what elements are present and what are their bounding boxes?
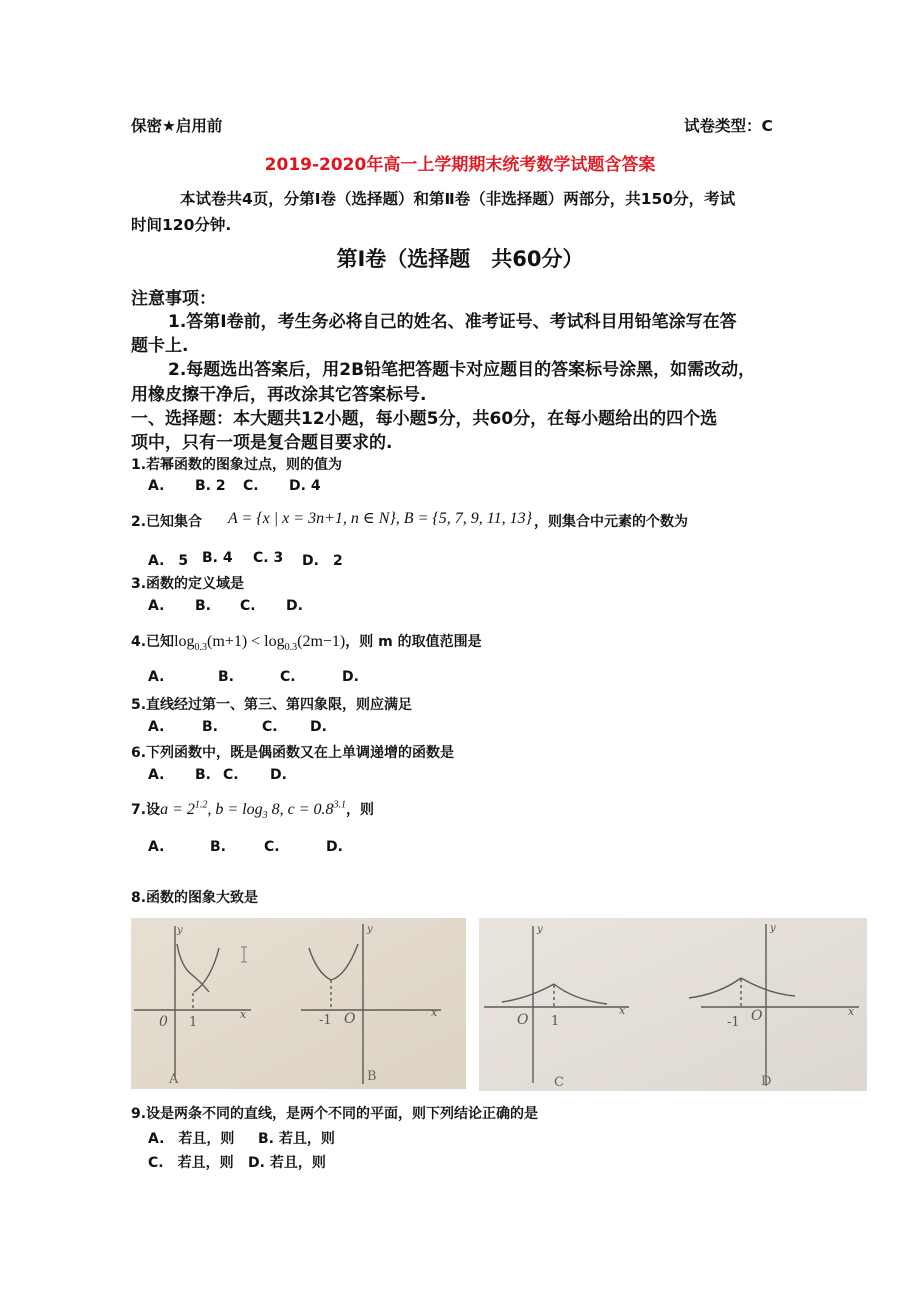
intro-line-1: 本试卷共4页，分第Ⅰ卷（选择题）和第Ⅱ卷（非选择题）两部分，共150分，考试 xyxy=(180,190,736,208)
q9-stem: 9.设是两条不同的直线，是两个不同的平面，则下列结论正确的是 xyxy=(131,1106,539,1122)
q9-option-c: C. 若且，则 xyxy=(148,1155,234,1171)
graph-c-y-label: y xyxy=(537,924,543,935)
q1-option-a: A. xyxy=(148,478,165,494)
q7-option-a: A. xyxy=(148,839,165,855)
q3-option-a: A. xyxy=(148,598,165,614)
q3-stem: 3.函数的定义域是 xyxy=(131,576,245,592)
q7-b-arg: 8, c = 0.8 xyxy=(267,801,334,818)
note-1-line-1: 1.答第Ⅰ卷前，考生务必将自己的姓名、准考证号、考试科目用铅笔涂写在答 xyxy=(168,312,737,332)
q5-option-d: D. xyxy=(310,719,327,735)
graph-a-label: A xyxy=(169,1072,179,1087)
q1-option-b: B. 2 xyxy=(195,478,226,494)
intro-line-2: 时间120分钟. xyxy=(131,216,232,234)
graph-b-x-label: x xyxy=(431,1006,438,1019)
note-1-line-2: 题卡上. xyxy=(131,336,189,356)
graph-b-y-label: y xyxy=(367,924,373,935)
q2-suffix: ，则集合中元素的个数为 xyxy=(534,514,688,530)
graph-a-tick: 1 xyxy=(189,1015,198,1030)
q7-b-part: , b = log xyxy=(207,801,263,818)
q7-option-d: D. xyxy=(326,839,343,855)
q9-option-b: B. 若且，则 xyxy=(258,1131,335,1147)
q6-option-c: C. xyxy=(223,767,239,783)
q9-option-a: A. 若且，则 xyxy=(148,1131,235,1147)
q4-option-b: B. xyxy=(218,669,234,685)
q4-log-2-arg: (2m−1) xyxy=(297,633,346,650)
graph-d-y-label: y xyxy=(770,923,776,934)
q7-option-c: C. xyxy=(264,839,280,855)
q5-option-b: B. xyxy=(202,719,218,735)
part1-line-1: 一、选择题：本大题共12小题，每小题5分，共60分，在每小题给出的四个选 xyxy=(131,409,718,429)
q7-a-base: a = 2 xyxy=(160,801,195,818)
q2-option-c: C. 3 xyxy=(253,550,284,566)
q3-option-c: C. xyxy=(240,598,256,614)
q2-option-a: A. 5 xyxy=(148,553,189,569)
graph-photo-ab xyxy=(131,918,466,1089)
q4-suffix: ，则 m 的取值范围是 xyxy=(345,634,482,650)
q4-log-1: log xyxy=(174,633,195,650)
q5-option-a: A. xyxy=(148,719,165,735)
q2-option-b: B. 4 xyxy=(202,550,233,566)
graph-d-x-label: x xyxy=(848,1005,855,1018)
notes-heading: 注意事项： xyxy=(131,289,216,309)
graph-a-y-label: y xyxy=(177,925,183,936)
q6-option-b: B. xyxy=(195,767,211,783)
q6-option-d: D. xyxy=(270,767,287,783)
q2-set-expression: A = {x | x = 3n+1, n ∈ N}, B = {5, 7, 9, 11, 13} xyxy=(228,510,532,527)
graph-c-origin: O xyxy=(517,1012,529,1028)
graph-c-label: C xyxy=(554,1075,564,1090)
exam-title: 2019-2020年高一上学期期末统考数学试题含答案 xyxy=(264,155,656,175)
q4-prefix: 4.已知 xyxy=(131,634,175,650)
graph-a-origin: 0 xyxy=(159,1014,168,1030)
q7-prefix: 7.设 xyxy=(131,802,161,818)
q2-prefix: 2.已知集合 xyxy=(131,514,203,530)
q7-a-exp: 1.2 xyxy=(194,799,208,811)
graph-d-label: D xyxy=(761,1074,772,1089)
q3-option-d: D. xyxy=(286,598,303,614)
graph-c-tick: 1 xyxy=(551,1014,560,1029)
paper-type-label: 试卷类型：C xyxy=(684,117,773,135)
graph-ab-svg xyxy=(131,918,466,1089)
q4-option-d: D. xyxy=(342,669,359,685)
q1-stem: 1.若幂函数的图象过点，则的值为 xyxy=(131,457,343,473)
q5-stem: 5.直线经过第一、第三、第四象限，则应满足 xyxy=(131,697,413,713)
q4-stem-row xyxy=(131,631,482,653)
part1-line-2: 项中，只有一项是复合题目要求的. xyxy=(131,433,393,453)
graph-b-label: B xyxy=(367,1069,377,1084)
q5-option-c: C. xyxy=(262,719,278,735)
graph-b-tick: -1 xyxy=(319,1013,332,1028)
photo-background xyxy=(131,918,466,1089)
q1-option-d: D. 4 xyxy=(289,478,321,494)
graph-b-origin: O xyxy=(344,1011,356,1027)
q4-option-c: C. xyxy=(280,669,296,685)
graph-d-tick: -1 xyxy=(727,1015,740,1030)
q7-c-exp: 3.1 xyxy=(333,799,347,811)
q4-log-2: log xyxy=(264,633,285,650)
q4-option-a: A. xyxy=(148,669,165,685)
q3-option-b: B. xyxy=(195,598,211,614)
q4-log-1-arg: (m+1) < xyxy=(207,633,265,650)
note-2-line-2: 用橡皮擦干净后，再改涂其它答案标号. xyxy=(131,385,427,405)
q4-log-2-base: 0.3 xyxy=(284,642,298,654)
q6-stem: 6.下列函数中，既是偶函数又在上单调递增的函数是 xyxy=(131,745,455,761)
photo-background xyxy=(479,918,867,1091)
graph-a-x-label: x xyxy=(240,1008,247,1021)
graph-photo-cd xyxy=(479,918,867,1091)
q8-stem: 8.函数的图象大致是 xyxy=(131,890,259,906)
confidential-label: 保密★启用前 xyxy=(131,117,223,135)
q9-option-d: D. 若且，则 xyxy=(248,1155,326,1171)
q2-option-d: D. 2 xyxy=(302,553,343,569)
q7-option-b: B. xyxy=(210,839,226,855)
q7-suffix: ，则 xyxy=(346,802,375,818)
graph-c-x-label: x xyxy=(619,1004,626,1017)
graph-cd-svg xyxy=(479,918,867,1091)
q7-b-base: 3 xyxy=(262,810,268,822)
graph-d-origin: O xyxy=(751,1008,763,1024)
q6-option-a: A. xyxy=(148,767,165,783)
q7-stem-row xyxy=(131,799,374,821)
note-2-line-1: 2.每题选出答案后，用2B铅笔把答题卡对应题目的答案标号涂黑，如需改动， xyxy=(168,360,756,380)
q4-log-1-base: 0.3 xyxy=(194,642,208,654)
q1-option-c: C. xyxy=(243,478,259,494)
section-title: 第Ⅰ卷（选择题 共60分） xyxy=(336,247,584,271)
